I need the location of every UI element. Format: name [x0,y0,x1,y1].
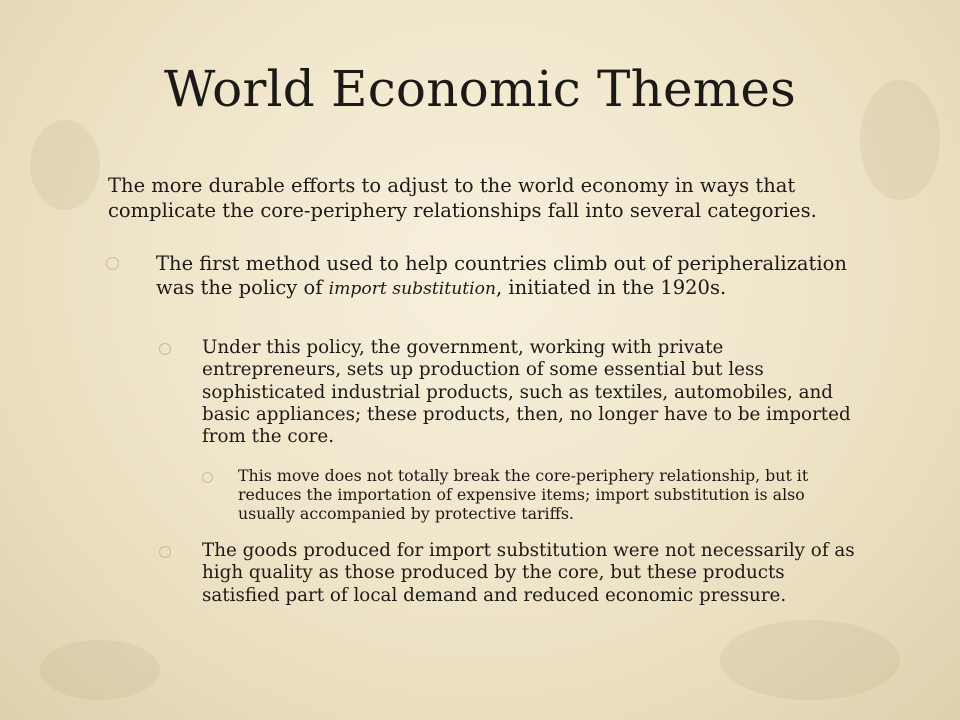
hollow-circle-bullet-icon [159,546,171,558]
parchment-texture [40,640,160,700]
parchment-texture [720,620,900,700]
bullet-text-before: The first method used to help countries climb out of peripheralization was the policy of [156,252,847,299]
hollow-circle-bullet-icon [202,472,213,483]
bullet-text-emphasis: import substitution [328,278,496,299]
sub-sub-bullet-text: This move does not totally break the core-periphery relationship, but it reduces the importation of expensive items; import substitution is also usually accompanied by protective tariffs. [238,466,809,523]
hollow-circle-bullet-icon [159,343,171,355]
slide-title: World Economic Themes [163,60,797,118]
sub-sub-bullet-item-tariffs [238,467,858,524]
hollow-circle-bullet-icon [106,257,119,270]
parchment-texture [30,120,100,210]
intro-paragraph: The more durable efforts to adjust to the world economy in ways that complicate the core-periphery relationships fall into several categories. [108,174,817,223]
sub-bullet-item-goods-quality [202,540,858,607]
sub-bullet-text: The goods produced for import substitution were not necessarily of as high quality as those produced by the core, but these products satisfied part of local demand and reduced economic pressure. [202,540,855,606]
bullet-item-import-substitution [156,252,868,300]
sub-bullet-text: Under this policy, the government, working with private entrepreneurs, sets up production of some essential but less sophisticated industrial products, such as textiles, automobiles, and basic appliances; these products, then, no longer have to be imported from the core. [202,337,851,448]
bullet-text-after: , initiated in the 1920s. [496,275,727,299]
sub-bullet-item-policy [202,337,858,449]
